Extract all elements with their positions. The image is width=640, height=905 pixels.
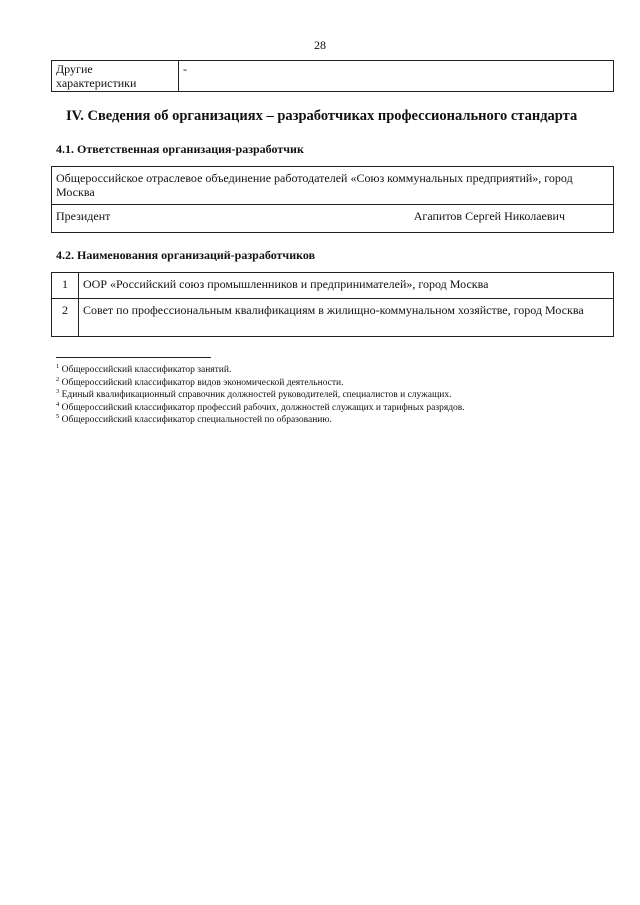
other-characteristics-value: - — [179, 61, 614, 92]
table-row — [52, 273, 614, 299]
other-characteristics-label: Другие характеристики — [52, 61, 179, 92]
developer-orgs-table — [51, 272, 614, 337]
footnote — [56, 402, 616, 415]
footnote-mark: 3 — [56, 388, 60, 395]
table-row — [52, 299, 614, 337]
footnote-mark: 5 — [56, 413, 60, 420]
footnote — [56, 364, 616, 377]
developer-org-number: 1 — [52, 273, 79, 299]
head-position: Президент — [56, 209, 111, 223]
footnote — [56, 414, 616, 427]
footnote-text: Общероссийский классификатор специальностей по образованию. — [61, 415, 332, 425]
table-row — [52, 205, 614, 233]
footnote-mark: 4 — [56, 400, 60, 408]
footnote-text: Единый квалификационный справочник должностей руководителей, специалистов и служащих. — [61, 390, 452, 400]
page-number: 28 — [314, 38, 326, 52]
table-row — [52, 167, 614, 205]
table-row — [52, 61, 614, 92]
section-title: IV. Сведения об организациях – разработчиках профессионального стандарта — [66, 108, 578, 124]
responsible-org-head-cell — [52, 205, 614, 233]
developer-org-name: Совет по профессиональным квалификациям в жилищно-коммунальном хозяйстве, город Москва — [79, 299, 614, 337]
footnote-mark: 2 — [56, 375, 60, 383]
footnote-text: Общероссийский классификатор профессий рабочих, должностей служащих и тарифных разрядов. — [61, 402, 465, 413]
footnote-text: Общероссийский классификатор занятий. — [61, 365, 232, 375]
responsible-org-table — [51, 166, 614, 233]
footnote-mark: 1 — [56, 363, 60, 370]
developer-org-name: ООР «Российский союз промышленников и предпринимателей», город Москва — [79, 273, 614, 299]
footnote-text: Общероссийский классификатор видов экономической деятельности. — [61, 377, 344, 388]
footnote — [56, 377, 616, 390]
head-name: Агапитов Сергей Николаевич — [413, 209, 565, 223]
responsible-org-heading: 4.1. Ответственная организация-разработчик — [56, 142, 304, 156]
developer-org-number: 2 — [52, 299, 79, 337]
other-characteristics-table — [51, 60, 614, 92]
footnote-divider — [56, 357, 211, 358]
developer-orgs-heading: 4.2. Наименования организаций-разработчиков — [56, 248, 316, 262]
footnotes — [56, 364, 616, 427]
footnote — [56, 389, 616, 402]
responsible-org-name: Общероссийское отраслевое объединение работодателей «Союз коммунальных предприятий», город Москва — [52, 167, 614, 205]
